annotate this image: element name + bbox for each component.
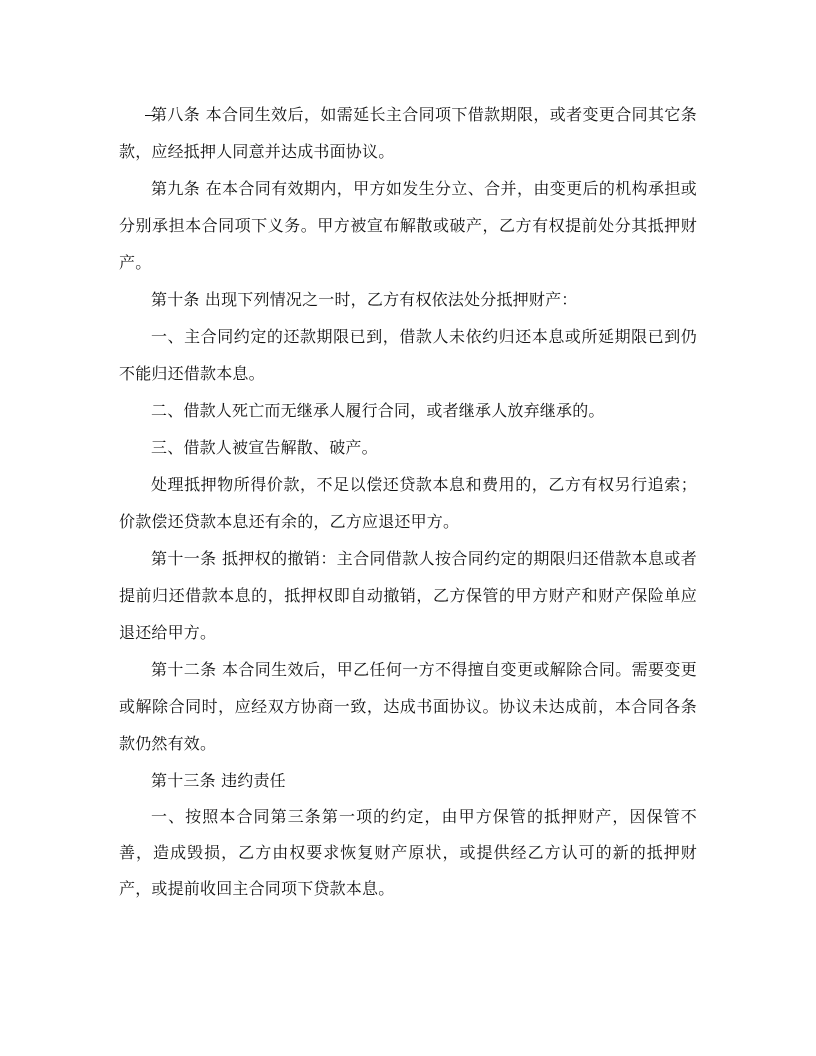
disposal-proceeds-paragraph: 处理抵押物所得价款，不足以偿还贷款本息和费用的，乙方有权另行追索；价款偿还贷款本息还有余的，乙方应退还甲方。 bbox=[119, 475, 697, 531]
contract-text-block bbox=[119, 96, 697, 907]
clause-8-paragraph: 第八条 本合同生效后，如需延长主合同项下借款期限，或者变更合同其它条款，应经抵押人同意并达成书面协议。 bbox=[119, 105, 697, 161]
clause-10-item-2: 二、借款人死亡而无继承人履行合同，或者继承人放弃继承的。 bbox=[151, 401, 605, 420]
clause-11-paragraph: 第十一条 抵押权的撤销：主合同借款人按合同约定的期限归还借款本息或者提前归还借款本息的，抵押权即自动撤销，乙方保管的甲方财产和财产保险单应退还给甲方。 bbox=[119, 549, 697, 642]
clause-10-item-3: 三、借款人被宣告解散、破产。 bbox=[151, 438, 378, 457]
clause-10-item-1: 一、主合同约定的还款期限已到，借款人未依约归还本息或所延期限已到仍不能归还借款本息。 bbox=[119, 327, 697, 383]
clause-9-paragraph: 第九条 在本合同有效期内，甲方如发生分立、合并，由变更后的机构承担或分别承担本合同项下义务。甲方被宣布解散或破产，乙方有权提前处分其抵押财产。 bbox=[119, 179, 697, 272]
clause-13-item-1: 一、按照本合同第三条第一项的约定，由甲方保管的抵押财产，因保管不善，造成毁损，乙方由权要求恢复财产原状，或提供经乙方认可的新的抵押财产，或提前收回主合同项下贷款本息。 bbox=[119, 807, 697, 898]
clause-13-heading: 第十三条 违约责任 bbox=[151, 771, 286, 790]
clause-10-paragraph: 第十条 出现下列情况之一时，乙方有权依法处分抵押财产： bbox=[151, 290, 578, 309]
clause-12-paragraph: 第十二条 本合同生效后，甲乙任何一方不得擅自变更或解除合同。需要变更或解除合同时，应经双方协商一致，达成书面协议。协议未达成前，本合同各条款仍然有效。 bbox=[119, 660, 697, 753]
